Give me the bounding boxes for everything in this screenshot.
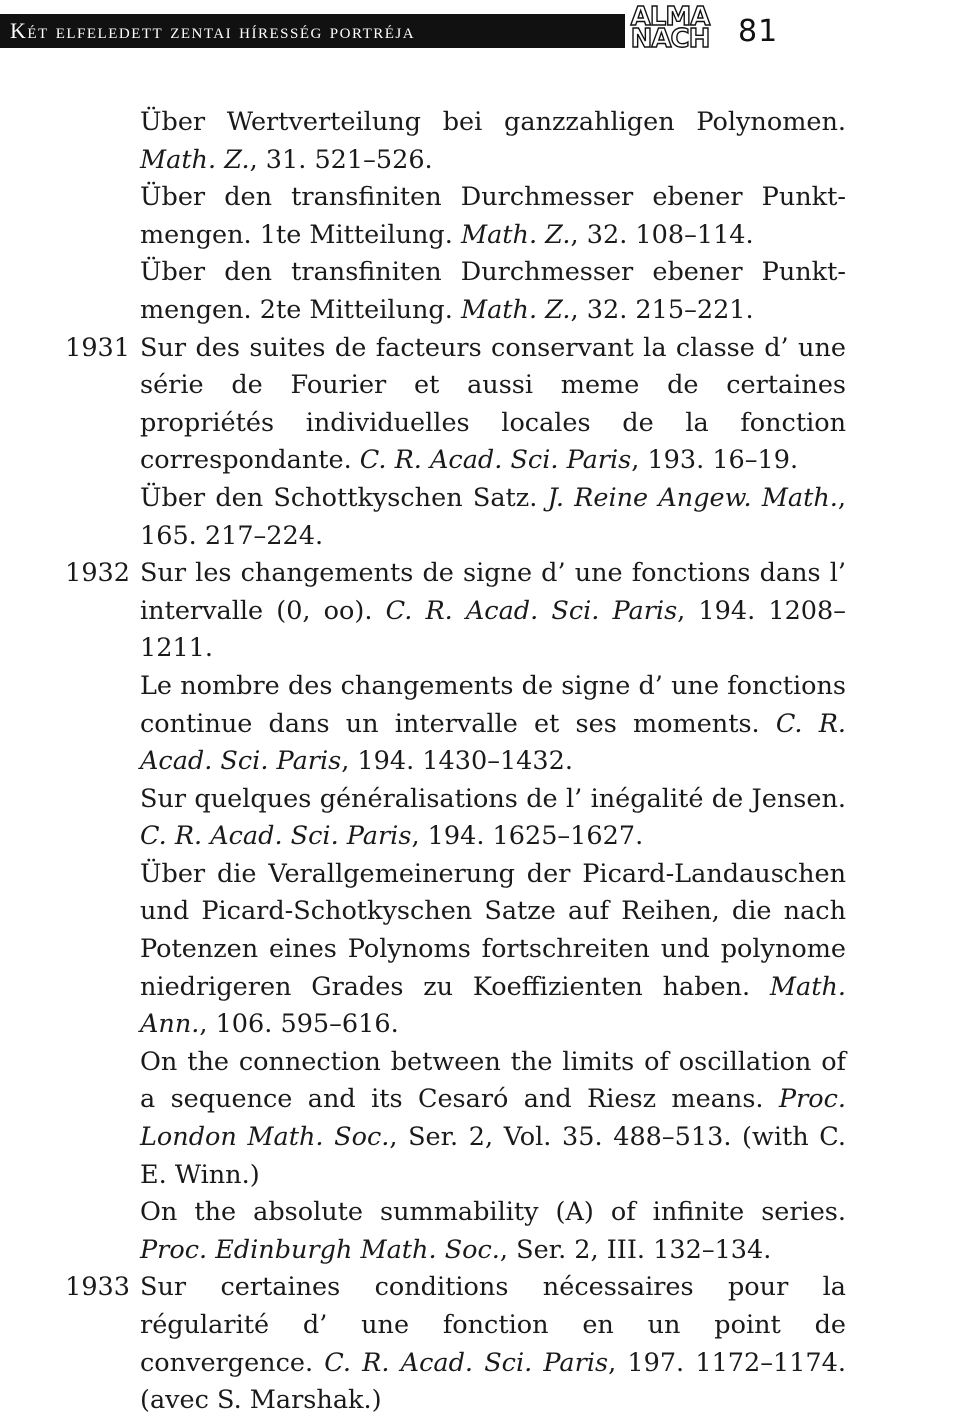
bibliography-entry (0, 856, 960, 1044)
entry-title: Sur certaines conditions nécessaires pour la régularité d’ une fonction en un point de convergence. (140, 1272, 846, 1378)
entry-title: Sur des suites de facteurs conservant la classe d’ une série de Fourier et aussi meme de certaines propriétés individuelles locales de la fonction correspondante. (140, 332, 846, 476)
entry-year: 1931 (65, 332, 130, 363)
entry-journal: C. R. Acad. Sci. Paris (324, 1347, 609, 1378)
entry-details: , Ser. 2, Vol. 35. 488–513. (with C. E. Winn.) (140, 1122, 846, 1190)
page-header (0, 0, 960, 64)
entry-details: , 106. 595–616. (199, 1009, 399, 1040)
running-title: Két elfeledett zentai híresség portréja (10, 18, 416, 43)
entry-journal: C. R. Acad. Sci. Paris (140, 821, 412, 852)
entry-text (140, 668, 846, 781)
entry-journal: C. R. Acad. Sci. Paris (359, 445, 632, 476)
entry-year: 1933 (65, 1272, 130, 1303)
entry-journal: C. R. Acad. Sci. Paris (385, 595, 678, 626)
entry-journal: Proc. London Math. Soc. (140, 1084, 846, 1153)
entry-journal: Math. Z. (460, 219, 571, 250)
entry-title: Über den transfiniten Durchmesser ebener Punktmengen. 2te Mitteilung. (140, 257, 846, 325)
entry-text (140, 254, 846, 329)
entry-journal: Math. Z. (140, 144, 250, 175)
entry-journal: Math. Ann. (140, 971, 846, 1040)
bibliography-entry (0, 1044, 960, 1194)
entry-details: , 31. 521–526. (249, 144, 433, 175)
bibliography-list (0, 104, 960, 1420)
entry-title: Über den transfiniten Durchmesser ebener Punktmengen. 1te Mitteilung. (140, 182, 846, 250)
entry-journal: Proc. Edinburgh Math. Soc. (140, 1234, 500, 1265)
bibliography-entry (0, 1269, 960, 1419)
entry-details: , Ser. 2, III. 132–134. (499, 1234, 772, 1265)
bibliography-entry (0, 179, 960, 254)
entry-details: , 194. 1208–1211. (140, 595, 846, 664)
logo-line-1: ALMA (630, 2, 710, 32)
bibliography-entry (0, 330, 960, 480)
entry-details: , 194. 1625–1627. (411, 821, 644, 852)
entry-text (140, 555, 846, 668)
entry-text (140, 480, 846, 555)
entry-text (140, 330, 846, 480)
entry-text (140, 781, 846, 856)
bibliography-entry (0, 555, 960, 668)
entry-title: Über Wertverteilung bei ganzzahligen Polynomen. (140, 107, 846, 137)
bibliography-entry (0, 254, 960, 329)
entry-title: On the connection between the limits of oscillation of a sequence and its Cesaró and Riesz means. (140, 1046, 846, 1115)
entry-title: Le nombre des changements de signe d’ une fonctions continue dans un intervalle et ses moments. (140, 670, 846, 739)
entry-year: 1932 (65, 558, 130, 589)
entry-title: Über die Verallgemeinerung der Picard-Landauschen und Picard-Schotkyschen Satze auf Reihen, die nach Potenzen eines Polynoms fortschreiten und polynome niedrigeren Grades zu Koeffizienten haben. (140, 858, 846, 1002)
entry-text (140, 104, 846, 179)
entry-text (140, 179, 846, 254)
entry-title: Sur les changements de signe d’ une fonctions dans l’ intervalle (0, oo). (140, 558, 846, 626)
entry-journal: C. R. Acad. Sci. Paris (140, 708, 847, 777)
entry-journal: Math. Z. (460, 294, 571, 325)
entry-details: , 32. 215–221. (570, 294, 754, 325)
entry-details: , 165. 217–224. (140, 482, 846, 551)
entry-text (140, 1044, 846, 1194)
entry-text (140, 1269, 846, 1419)
entry-title: Über den Schottkyschen Satz. (140, 482, 548, 513)
entry-details: , 193. 16–19. (631, 445, 799, 476)
bibliography-entry (0, 104, 960, 179)
entry-text (140, 1194, 846, 1269)
logo-line-2: NACH (630, 24, 710, 54)
entry-journal: J. Reine Angew. Math. (547, 482, 838, 513)
entry-details: , 194. 1430–1432. (341, 746, 573, 777)
page-number: 81 (738, 14, 779, 49)
entry-details: , 197. 1172–1174. (avec S. Marshak.) (140, 1347, 846, 1416)
bibliography-entry (0, 1194, 960, 1269)
bibliography-entry (0, 668, 960, 781)
bibliography-entry (0, 781, 960, 856)
almanach-logo (622, 4, 718, 52)
entry-title: On the absolute summability (A) of infinite series. (140, 1197, 846, 1228)
bibliography-entry (0, 480, 960, 555)
entry-details: , 32. 108–114. (570, 219, 754, 250)
entry-title: Sur quelques généralisations de l’ inégalité de Jensen. (140, 783, 846, 814)
entry-text (140, 856, 846, 1044)
